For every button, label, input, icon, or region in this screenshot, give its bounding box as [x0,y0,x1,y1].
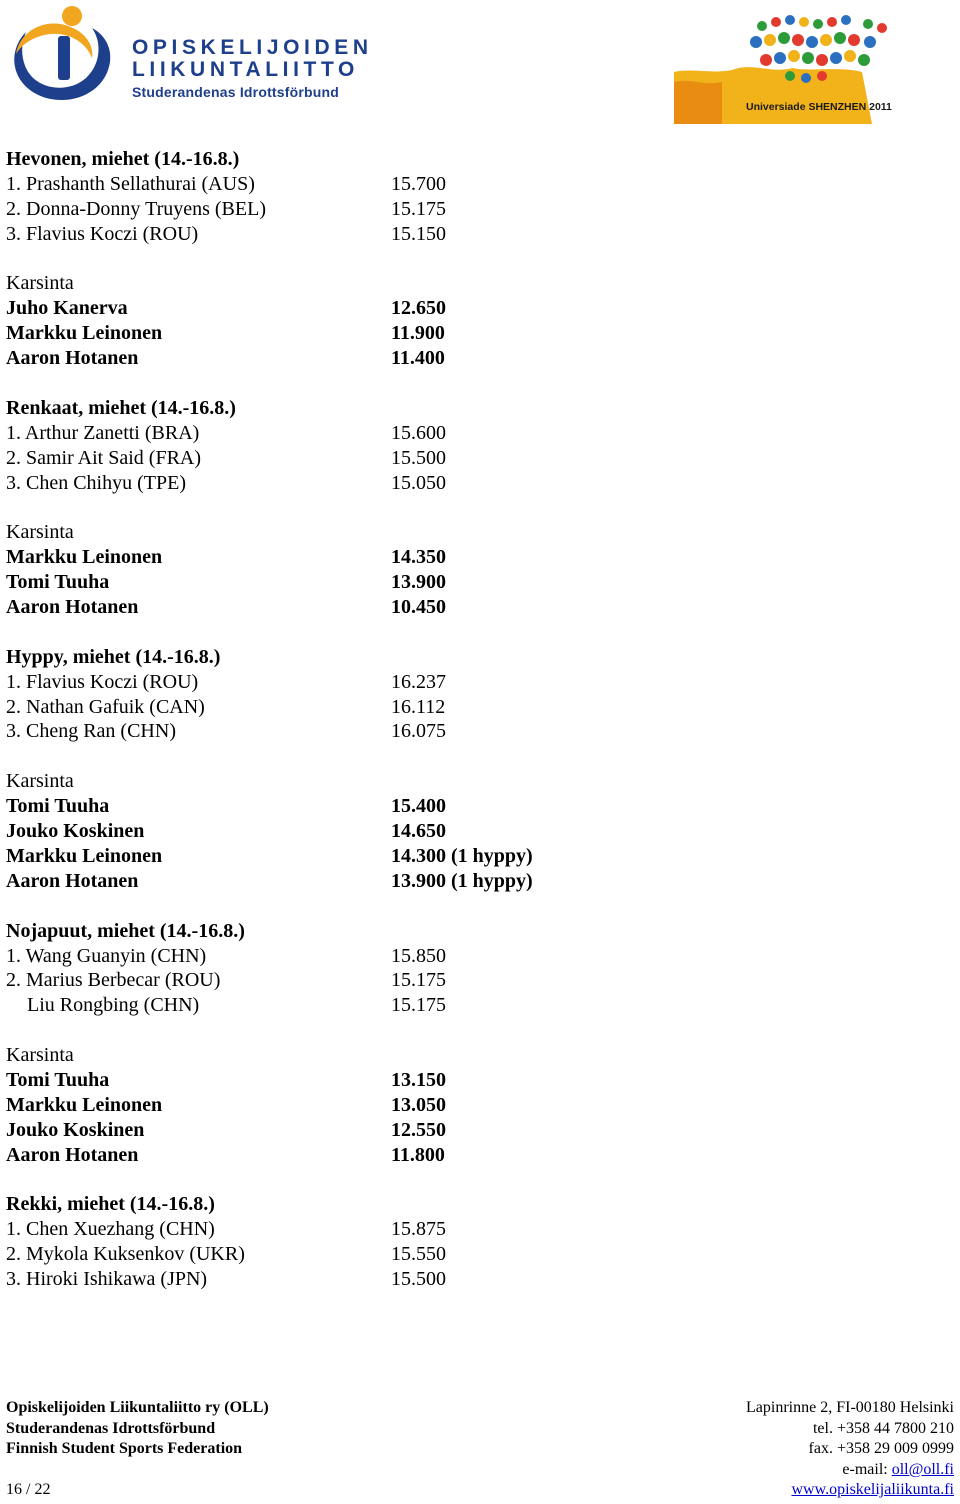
oll-emblem-icon [6,2,126,106]
footer-org-sv: Studerandenas Idrottsförbund [6,1419,216,1437]
qualification-label: Karsinta [6,521,74,544]
athlete-name: Markku Leinonen [6,546,163,569]
score: 12.650 [391,297,446,320]
result-row [6,1267,706,1292]
qualifying-row [6,819,706,844]
qualifying-row [6,595,706,620]
qualifying-row [6,794,706,819]
universiade-logo [672,12,904,124]
score: 13.900 [391,571,446,594]
qualifying-row [6,321,706,346]
section-heading [6,919,706,944]
qualifying-row [6,844,706,869]
spacer [6,1018,706,1043]
results-list [6,147,706,1292]
section-heading [6,1192,706,1217]
athlete-name: Aaron Hotanen [6,1143,139,1166]
qualification-label: Karsinta [6,1044,74,1067]
athlete-name: 1. Arthur Zanetti (BRA) [6,421,200,444]
spacer [6,247,706,272]
footer-org [6,1398,269,1460]
qualification-label: Karsinta [6,770,74,793]
result-row [6,993,706,1018]
result-row [6,421,706,446]
qualifying-row [6,1068,706,1093]
athlete-name: 1. Prashanth Sellathurai (AUS) [6,172,255,195]
spacer [6,744,706,769]
footer-tel: tel. +358 44 7800 210 [812,1419,954,1437]
athlete-name: 1. Chen Xuezhang (CHN) [6,1218,215,1241]
athlete-name: 2. Samir Ait Said (FRA) [6,446,202,469]
athlete-name: 1. Wang Guanyin (CHN) [6,944,207,967]
score: 15.175 [391,197,446,220]
athlete-name: Jouko Koskinen [6,820,145,843]
athlete-name: Juho Kanerva [6,297,128,320]
section-heading [6,396,706,421]
athlete-name: 2. Marius Berbecar (ROU) [6,969,221,992]
qualifying-row [6,869,706,894]
athlete-name: 3. Chen Chihyu (TPE) [6,471,186,494]
section-heading [6,645,706,670]
section-title: Rekki, miehet (14.-16.8.) [6,1193,215,1216]
score: 15.500 [391,1268,446,1291]
score: 11.400 [391,347,445,370]
athlete-name: 2. Mykola Kuksenkov (UKR) [6,1243,245,1266]
footer-fax: fax. +358 29 009 0999 [808,1440,954,1458]
athlete-name: Markku Leinonen [6,322,163,345]
qualifying-row [6,1118,706,1143]
result-row [6,670,706,695]
footer-address: Lapinrinne 2, FI-00180 Helsinki [746,1399,954,1416]
athlete-name: 1. Flavius Koczi (ROU) [6,670,199,693]
athlete-name: Tomi Tuuha [6,1068,110,1091]
footer-website-link[interactable]: www.opiskelijaliikunta.fi [791,1481,954,1499]
section-title: Hyppy, miehet (14.-16.8.) [6,645,221,668]
oll-logo [6,2,373,106]
score: 10.450 [391,596,446,619]
footer-email-link[interactable]: oll@oll.fi [891,1460,954,1478]
section-title: Hevonen, miehet (14.-16.8.) [6,148,240,170]
qualifying-row [6,1093,706,1118]
result-row [6,446,706,471]
score: 15.050 [391,471,446,494]
footer-email-label: e-mail: [842,1460,888,1478]
result-row [6,968,706,993]
score: 15.175 [391,994,446,1017]
athlete-name: Tomi Tuuha [6,795,110,818]
section-heading [6,147,706,172]
score: 15.600 [391,421,446,444]
qualifying-row [6,570,706,595]
score: 14.650 [391,820,446,843]
qualification-heading [6,520,706,545]
qualification-label: Karsinta [6,272,74,295]
universiade-emblem-icon [672,12,904,124]
score: 15.175 [391,969,446,992]
footer-email-line [746,1460,954,1481]
qualification-heading [6,769,706,794]
qualifying-row [6,545,706,570]
athlete-name: 2. Nathan Gafuik (CAN) [6,695,205,718]
result-row [6,471,706,496]
result-row [6,944,706,969]
athlete-name: Tomi Tuuha [6,571,110,594]
score: 13.050 [391,1093,446,1116]
footer-org-fi: Opiskelijoiden Liikuntaliitto ry (OLL) [6,1399,269,1416]
score: 15.700 [391,172,446,195]
score: 12.550 [391,1118,446,1141]
spacer [6,620,706,645]
score: 15.150 [391,222,446,245]
result-row [6,1242,706,1267]
footer-website-line [746,1480,954,1501]
score: 16.112 [391,695,446,718]
athlete-name: 3. Hiroki Ishikawa (JPN) [6,1268,208,1291]
score: 11.900 [391,322,445,345]
score: 13.150 [391,1068,446,1091]
page-number: 16 / 22 [6,1481,51,1498]
score: 14.350 [391,546,446,569]
athlete-name: 2. Donna-Donny Truyens (BEL) [6,197,266,220]
qualification-heading [6,1043,706,1068]
score: 15.500 [391,446,446,469]
score: 14.300 (1 hyppy) [391,844,533,867]
result-row [6,1217,706,1242]
qualifying-row [6,1143,706,1168]
result-row [6,172,706,197]
score: 13.900 (1 hyppy) [391,869,533,892]
athlete-name: Aaron Hotanen [6,596,139,619]
athlete-name: Aaron Hotanen [6,347,139,370]
result-row [6,719,706,744]
athlete-name: Liu Rongbing (CHN) [27,994,200,1017]
athlete-name: Markku Leinonen [6,1093,163,1116]
score: 16.237 [391,670,446,693]
footer-org-en: Finnish Student Sports Federation [6,1440,243,1458]
score: 15.850 [391,944,446,967]
oll-logo-line2: LIIKUNTALIITTO [132,58,359,81]
score: 15.875 [391,1218,446,1241]
qualifying-row [6,296,706,321]
universiade-logo-text: Universiade SHENZHEN 2011 [746,101,892,113]
result-row [6,197,706,222]
result-row [6,222,706,247]
athlete-name: Jouko Koskinen [6,1118,145,1141]
score: 15.550 [391,1243,446,1266]
section-title: Nojapuut, miehet (14.-16.8.) [6,919,245,942]
spacer [6,1168,706,1193]
spacer [6,894,706,919]
qualification-heading [6,271,706,296]
oll-logo-line3: Studerandenas Idrottsförbund [132,84,340,100]
athlete-name: 3. Cheng Ran (CHN) [6,720,176,743]
athlete-name: 3. Flavius Koczi (ROU) [6,222,199,245]
spacer [6,371,706,396]
result-row [6,695,706,720]
section-title: Renkaat, miehet (14.-16.8.) [6,396,236,419]
footer-contact [746,1398,954,1501]
athlete-name: Markku Leinonen [6,844,163,867]
athlete-name: Aaron Hotanen [6,869,139,892]
qualifying-row [6,346,706,371]
score: 16.075 [391,720,446,743]
oll-logo-line1: OPISKELIJOIDEN [132,36,373,59]
score: 11.800 [391,1143,445,1166]
spacer [6,495,706,520]
score: 15.400 [391,795,446,818]
